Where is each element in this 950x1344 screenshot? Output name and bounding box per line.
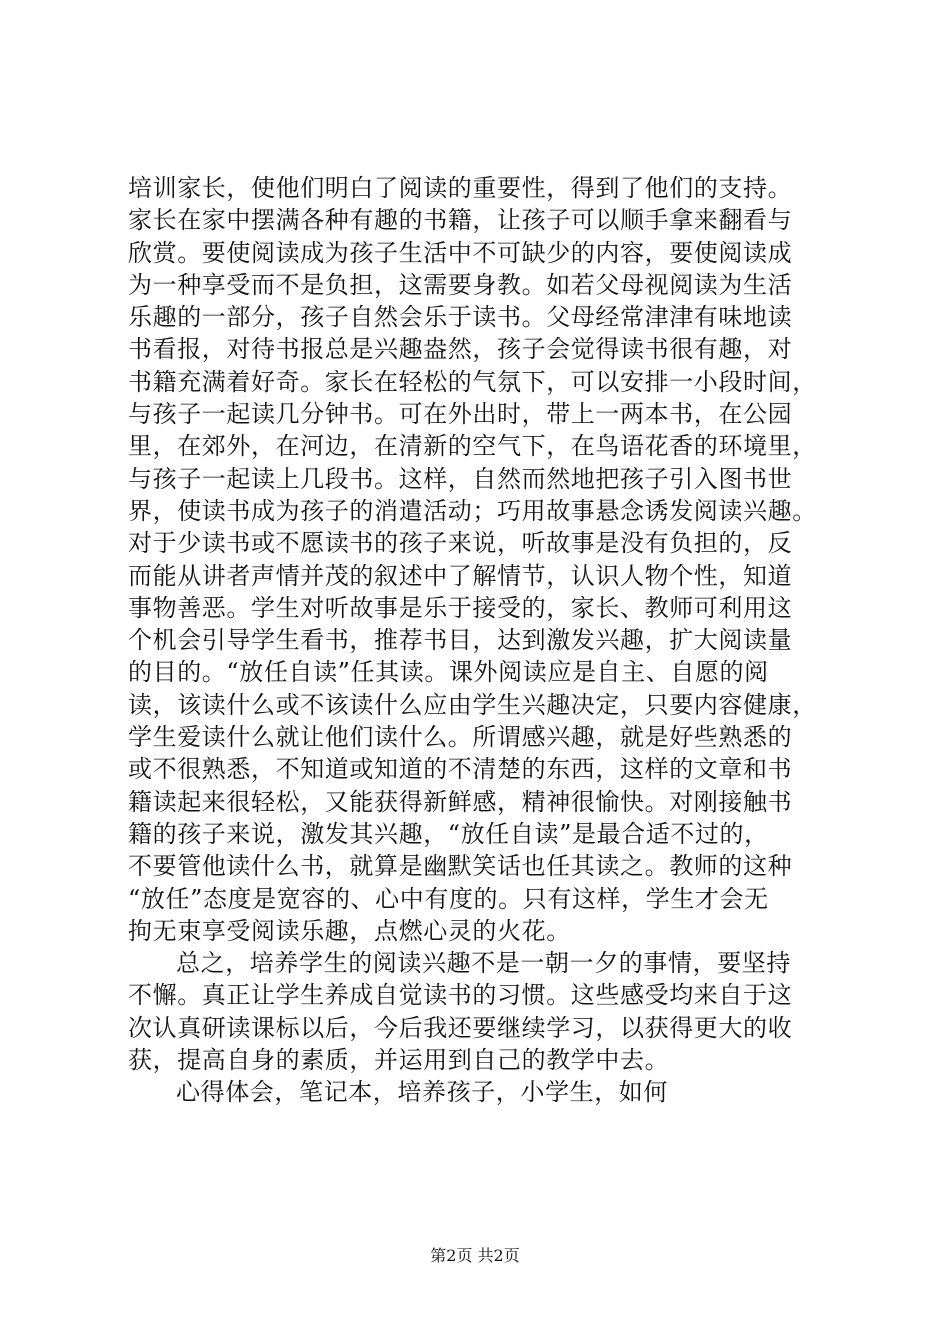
text-line: 个机会引导学生看书，推荐书目，达到激发兴趣，扩大阅读量 — [128, 626, 793, 655]
text-line: 欣赏。要使阅读成为孩子生活中不可缺少的内容，要使阅读成 — [128, 238, 793, 267]
text-line: 家长在家中摆满各种有趣的书籍，让孩子可以顺手拿来翻看与 — [128, 206, 793, 235]
text-line: “放任”态度是宽容的、心中有度的。只有这样，学生才会无 — [128, 884, 769, 913]
text-line: 获，提高自身的素质，并运用到自己的教学中去。 — [128, 1046, 670, 1075]
text-line: 不要管他读什么书，就算是幽默笑话也任其读之。教师的这种 — [128, 852, 793, 881]
body-text — [128, 172, 828, 1109]
text-line: 书看报，对待书报总是兴趣盎然，孩子会觉得读书很有趣，对 — [128, 335, 793, 364]
text-line: 对于少读书或不愿读书的孩子来说，听故事是没有负担的，反 — [128, 529, 793, 558]
text-line: 里，在郊外，在河边，在清新的空气下，在鸟语花香的环境里， — [128, 432, 817, 461]
text-line: 与孩子一起读几分钟书。可在外出时，带上一两本书，在公园 — [128, 400, 793, 429]
text-line: 读，该读什么或不该读什么应由学生兴趣决定，只要内容健康， — [128, 690, 817, 719]
text-line: 的目的。“放任自读”任其读。课外阅读应是自主、自愿的阅 — [128, 658, 769, 687]
text-line: 学生爱读什么就让他们读什么。所谓感兴趣，就是好些熟悉的 — [128, 723, 793, 752]
text-line: 书籍充满着好奇。家长在轻松的气氛下，可以安排一小段时间， — [128, 367, 817, 396]
text-line: 事物善恶。学生对听故事是乐于接受的，家长、教师可利用这 — [128, 593, 793, 622]
text-line: 为一种享受而不是负担，这需要身教。如若父母视阅读为生活 — [128, 270, 793, 299]
page-footer: 第2页 共2页 — [430, 1246, 520, 1265]
text-line: 次认真研读课标以后，今后我还要继续学习，以获得更大的收 — [128, 1013, 793, 1042]
text-line: 籍的孩子来说，激发其兴趣，“放任自读”是最合适不过的， — [128, 819, 769, 848]
text-line: 乐趣的一部分，孩子自然会乐于读书。父母经常津津有味地读 — [128, 303, 793, 332]
text-line: 籍读起来很轻松，又能获得新鲜感，精神很愉快。对刚接触书 — [128, 787, 793, 816]
text-line: 拘无束享受阅读乐趣，点燃心灵的火花。 — [128, 916, 571, 945]
text-line: 心得体会，笔记本，培养孩子，小学生，如何 — [176, 1078, 668, 1107]
text-line: 培训家长，使他们明白了阅读的重要性，得到了他们的支持。 — [128, 174, 793, 202]
text-line: 界，使读书成为孩子的消遣活动；巧用故事悬念诱发阅读兴趣。 — [128, 496, 817, 525]
text-line: 不懈。真正让学生养成自觉读书的习惯。这些感受均来自于这 — [128, 981, 793, 1010]
text-line: 而能从讲者声情并茂的叙述中了解情节，认识人物个性，知道 — [128, 561, 793, 590]
text-line: 与孩子一起读上几段书。这样，自然而然地把孩子引入图书世 — [128, 464, 793, 493]
text-line: 或不很熟悉，不知道或知道的不清楚的东西，这样的文章和书 — [128, 755, 793, 784]
text-line: 总之，培养学生的阅读兴趣不是一朝一夕的事情，要坚持 — [176, 949, 791, 978]
